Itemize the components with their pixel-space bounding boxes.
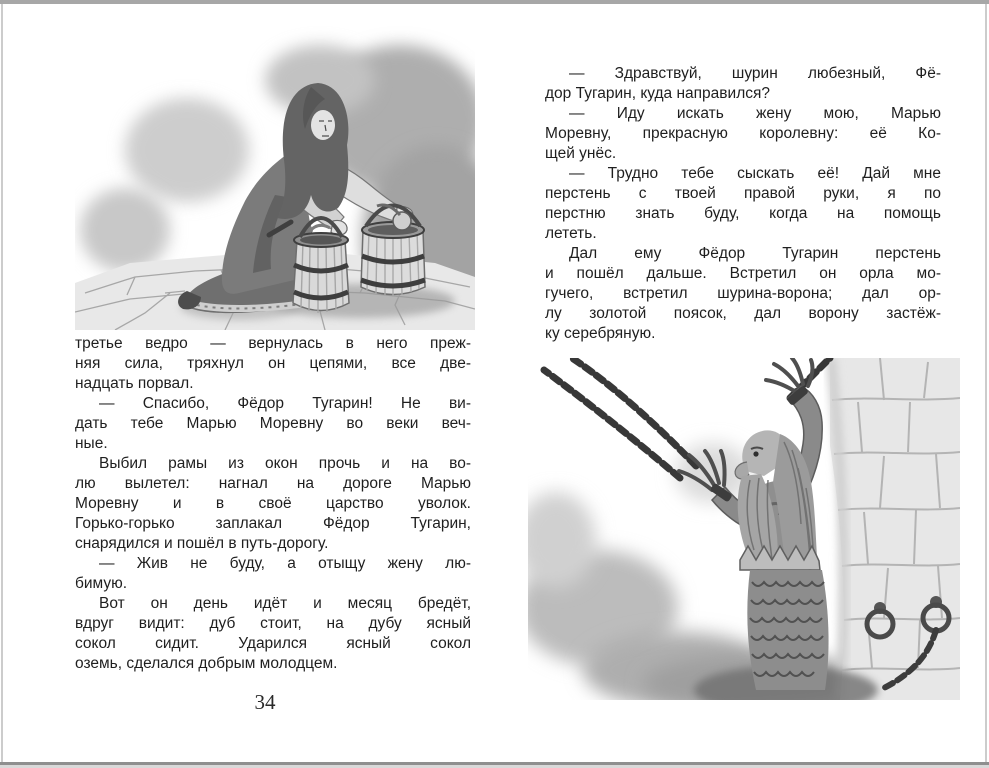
chainmail-skirt xyxy=(747,570,828,690)
text-line: лу золотой поясок, дал ворону застёж- xyxy=(545,305,941,322)
text-line: — Здравствуй, шурин любезный, Фё- xyxy=(569,65,941,82)
bucket-right xyxy=(361,205,425,297)
background-washes xyxy=(528,443,883,700)
text-line: — Иду искать жену мою, Марью xyxy=(569,105,941,122)
scan-edge-bottom xyxy=(0,762,989,768)
text-line: Дал ему Фёдор Тугарин перстень xyxy=(569,245,941,262)
text-line: няя сила, тряхнул он цепями, все две- xyxy=(75,355,471,372)
text-line: Вот он день идёт и месяц бредёт, xyxy=(99,595,471,612)
text-line: оземь, сделался добрым молодцем. xyxy=(75,655,338,672)
text-line: дать тебе Марью Моревну во веки веч- xyxy=(75,415,471,432)
text-line: — Спасибо, Фёдор Тугарин! Не ви- xyxy=(99,395,471,412)
text-line: гучего, встретил шурина-ворона; дал ор- xyxy=(545,285,941,302)
text-line: дор Тугарин, куда направился? xyxy=(545,85,770,102)
text-line: Выбил рамы из окон прочь и на во- xyxy=(99,455,471,472)
illustration-koschei-chained xyxy=(528,358,960,700)
left-page-text xyxy=(75,334,471,674)
stone-wall xyxy=(830,358,960,700)
text-line: сокол сидит. Ударился ясный сокол xyxy=(75,635,471,652)
text-line: ные. xyxy=(75,435,108,452)
text-line: — Трудно тебе сыскать её! Дай мне xyxy=(569,165,941,182)
ladle-ball xyxy=(393,212,411,230)
scan-edge-right xyxy=(985,4,987,762)
text-line: лю вылетел: нагнал на дороге Марью xyxy=(75,475,471,492)
text-line: лететь. xyxy=(545,225,597,242)
text-line: надцать порвал. xyxy=(75,375,194,392)
text-line: Горько-горько заплакал Фёдор Тугарин, xyxy=(75,515,471,532)
right-page-text xyxy=(545,64,941,344)
text-line: и пошёл дальше. Встретил он орла мо- xyxy=(545,265,941,282)
text-line: перстень с твоей правой руки, я по xyxy=(545,185,941,202)
text-line: снарядился и пошёл в путь-дорогу. xyxy=(75,535,329,552)
text-line: Моревну и в своё царство уволок. xyxy=(75,495,471,512)
text-line: третье ведро — вернулась в него преж- xyxy=(75,335,471,352)
text-line: вдруг видит: дуб стоит, на дубу ясный xyxy=(75,615,471,632)
text-line: Моревну, прекрасную королевну: её Ко- xyxy=(545,125,941,142)
bucket-left xyxy=(293,218,349,313)
text-line: щей унёс. xyxy=(545,145,617,162)
illustration-fedor-buckets xyxy=(75,25,475,330)
scan-edge-left xyxy=(1,4,3,762)
text-line: — Жив не буду, а отыщу жену лю- xyxy=(99,555,471,572)
page-number: 34 xyxy=(254,690,276,714)
text-line: перстню знать буду, когда на помощь xyxy=(545,205,941,222)
scan-edge-top xyxy=(0,0,989,4)
text-line: бимую. xyxy=(75,575,128,592)
eye xyxy=(753,451,758,456)
text-line: ку серебряную. xyxy=(545,325,656,342)
